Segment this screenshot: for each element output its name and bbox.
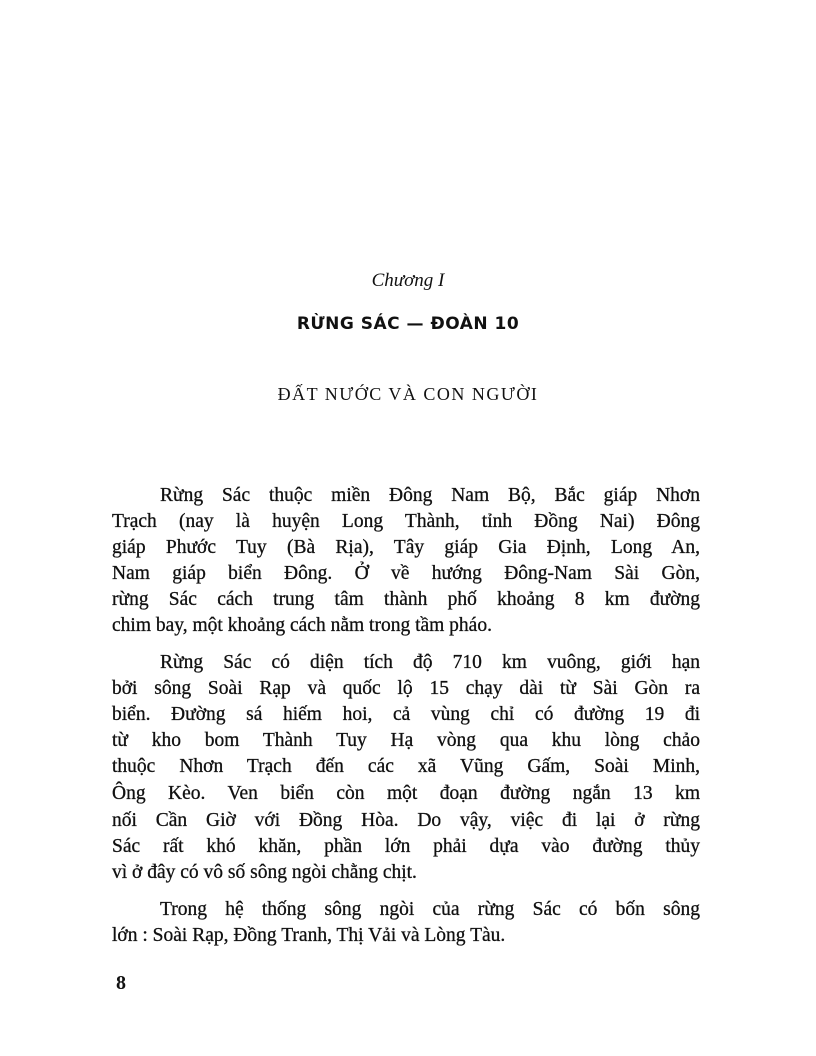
text-line: Nam giáp biển Đông. Ở về hướng Đông-Nam Sài Gòn, [112,563,700,584]
text-line: Rừng Sác có diện tích độ 710 km vuông, giới hạn [160,652,700,673]
text-line: Trạch (nay là huyện Long Thành, tỉnh Đồng Nai) Đông [112,511,700,532]
text-line: chim bay, một khoảng cách nằm trong tầm pháo. [112,615,492,636]
text-line: bởi sông Soài Rạp và quốc lộ 15 chạy dài từ Sài Gòn ra [112,678,700,699]
page-number: 8 [116,972,126,994]
text-line: lớn : Soài Rạp, Đồng Tranh, Thị Vải và Lòng Tàu. [112,925,506,946]
text-line: vì ở đây có vô số sông ngòi chằng chịt. [112,862,417,883]
chapter-label: Chương I [371,270,445,291]
text-line: từ kho bom Thành Tuy Hạ vòng qua khu lòng chảo [112,730,700,751]
text-line: nối Cần Giờ với Đồng Hòa. Do vậy, việc đi lại ở rừng [112,810,700,831]
text-line: Sác rất khó khăn, phần lớn phải dựa vào đường thủy [112,836,700,857]
text-line: rừng Sác cách trung tâm thành phố khoảng 8 km đường [112,589,700,610]
section-heading: ĐẤT NƯỚC VÀ CON NGƯỜI [277,384,539,404]
text-line: thuộc Nhơn Trạch đến các xã Vũng Gấm, Soài Minh, [112,756,700,777]
text-line: Ông Kèo. Ven biển còn một đoạn đường ngắn 13 km [112,783,700,804]
chapter-title: RỪNG SÁC — ĐOÀN 10 [296,314,520,334]
text-line: Trong hệ thống sông ngòi của rừng Sác có bốn sông [160,899,700,920]
text-line: giáp Phước Tuy (Bà Rịa), Tây giáp Gia Định, Long An, [112,537,700,558]
text-line: biển. Đường sá hiếm hoi, cả vùng chỉ có đường 19 đi [112,704,700,725]
text-line: Rừng Sác thuộc miền Đông Nam Bộ, Bắc giáp Nhơn [160,485,700,506]
